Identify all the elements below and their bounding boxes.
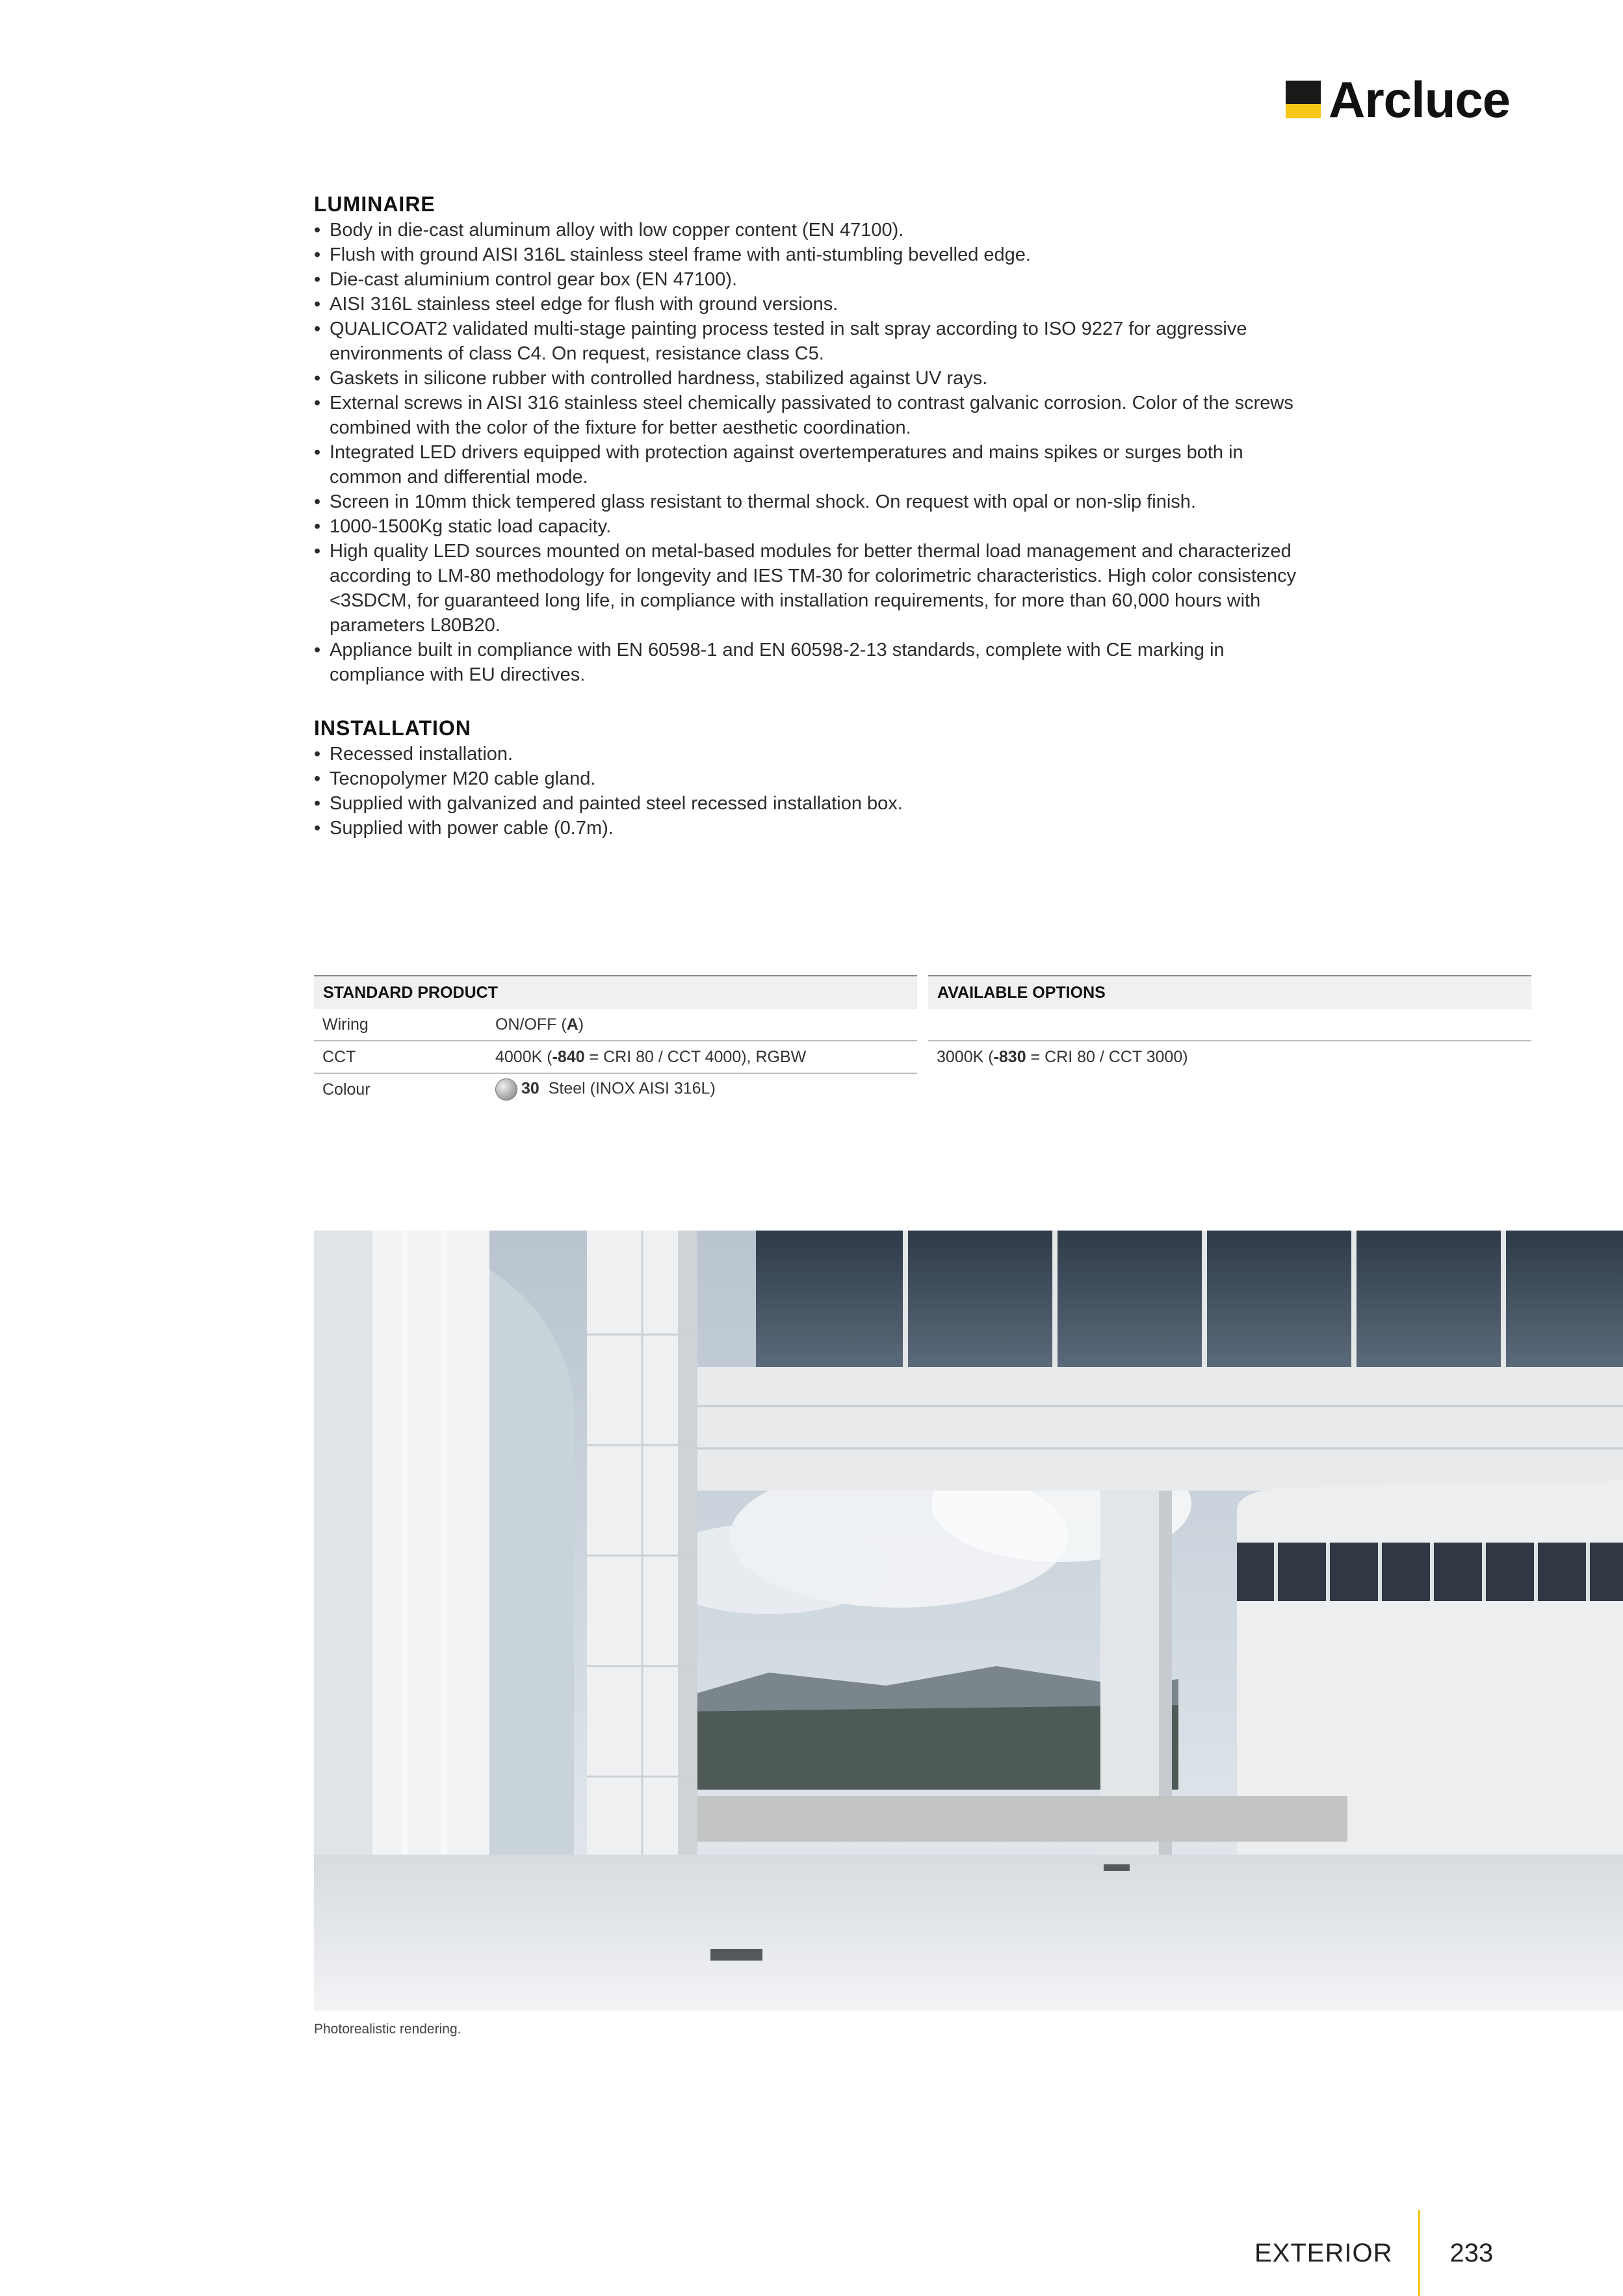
wiring-value: ON/OFF (A): [487, 1009, 917, 1041]
list-item: • Screen in 10mm thick tempered glass resistant to thermal shock. On request with opal or non-slip finish.: [314, 489, 1308, 514]
page-number: 233: [1449, 2238, 1494, 2267]
table-row: [314, 1041, 917, 1073]
list-item: • High quality LED sources mounted on metal-based modules for better thermal load management and characterized according to LM-80 methodology for longevity and IES TM-30 for colorimetric characteristics. High color consistency <3SDCM, for guaranteed long life, in compliance with installation requirements, for more than 60,000 hours with parameters L80B20.: [314, 539, 1308, 638]
available-options-header: AVAILABLE OPTIONS: [928, 976, 1531, 1009]
table-row: [314, 1009, 917, 1041]
architecture-rendering: [314, 1231, 1623, 2011]
options-cct-value: 3000K (-830 = CRI 80 / CCT 3000): [937, 1047, 1188, 1066]
luminaire-list: [314, 218, 1308, 687]
list-item: • Supplied with galvanized and painted steel recessed installation box.: [314, 791, 1308, 816]
section-label: EXTERIOR: [1254, 2238, 1393, 2267]
colour-value: 30 Steel (INOX AISI 316L): [487, 1073, 917, 1105]
table-row: [928, 1041, 1531, 1073]
table-row: [314, 1073, 917, 1105]
list-item: • 1000-1500Kg static load capacity.: [314, 514, 1308, 539]
wiring-label: Wiring: [314, 1009, 487, 1041]
logo-text: Arcluce: [1329, 71, 1511, 128]
list-item: • Die-cast aluminium control gear box (EN 47100).: [314, 267, 1308, 292]
standard-product-header: STANDARD PRODUCT: [314, 976, 917, 1009]
list-item: • Recessed installation.: [314, 742, 1308, 766]
list-item: • Flush with ground AISI 316L stainless steel frame with anti-stumbling bevelled edge.: [314, 242, 1308, 267]
cct-label: CCT: [314, 1041, 487, 1073]
cct-value: 4000K (-840 = CRI 80 / CCT 4000), RGBW: [487, 1041, 917, 1073]
available-options-table: [928, 975, 1531, 1073]
footer-divider: [1418, 2210, 1420, 2296]
list-item: • Integrated LED drivers equipped with protection against overtemperatures and mains spikes or surges both in common and differential mode.: [314, 440, 1308, 489]
page-footer: [1254, 2210, 1493, 2296]
list-item: • Body in die-cast aluminum alloy with low copper content (EN 47100).: [314, 218, 1308, 242]
installation-list: [314, 742, 1308, 841]
list-item: • Gaskets in silicone rubber with controlled hardness, stabilized against UV rays.: [314, 366, 1308, 391]
brand-logo: [1286, 71, 1511, 128]
list-item: • Tecnopolymer M20 cable gland.: [314, 766, 1308, 791]
colour-label: Colour: [322, 1080, 370, 1099]
list-item: • Appliance built in compliance with EN 60598-1 and EN 60598-2-13 standards, complete with CE marking in compliance with EU directives.: [314, 638, 1308, 687]
standard-product-table: [314, 975, 917, 1105]
table-row: [928, 1009, 1531, 1041]
list-item: • QUALICOAT2 validated multi-stage painting process tested in salt spray according to ISO 9227 for aggressive environments of class C4. On request, resistance class C5.: [314, 317, 1308, 366]
list-item: • AISI 316L stainless steel edge for flush with ground versions.: [314, 292, 1308, 317]
luminaire-title: LUMINAIRE: [314, 192, 435, 216]
installation-title: INSTALLATION: [314, 716, 471, 740]
list-item: • External screws in AISI 316 stainless steel chemically passivated to contrast galvanic corrosion. Color of the screws combined with the color of the fixture for better aesthetic coordination.: [314, 391, 1308, 440]
spec-text: [314, 192, 1308, 869]
logo-mark-icon: [1286, 81, 1321, 118]
options-empty-cell: [928, 1009, 1531, 1041]
steel-swatch-icon: [495, 1078, 517, 1101]
photo-caption: Photorealistic rendering.: [314, 2022, 461, 2037]
list-item: • Supplied with power cable (0.7m).: [314, 816, 1308, 841]
